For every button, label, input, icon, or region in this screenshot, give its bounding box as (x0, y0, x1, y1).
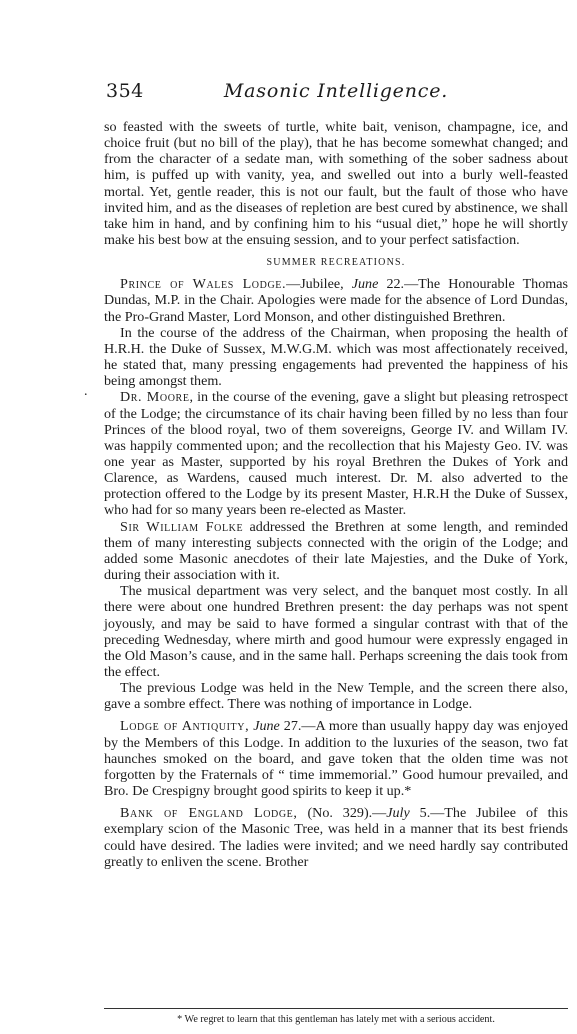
paragraph-musical-department: The musical department was very select, and the banquet most costly. In all there were about one hundred Brethren present: the day perhaps was not spent joyously, and may be said to have formed a singular contrast with that of the preceding Wednesday, where mirth and good humour were expressly engaged in the Old Mason’s cause, and in the same hall. Perhaps screening the dais took from the effect. (104, 583, 568, 680)
paragraph-text: 27.—A more than usually happy day was enjoyed by the Members of this Lodge. In addition to the luxuries of the season, two fat haunches smoked on the board, and gave token that the olden time was not forgotten by the Fraternals of “ time immemorial.” Good humour prevailed, and Bro. De Crespigny brought good spirits to keep it up.* (104, 718, 568, 800)
paragraph-text: addressed the Brethren at some length, and reminded them of many interesting subjects connected with the origin of the Lodge; and added some Masonic anecdotes of their late Majesties, and the Duke of York, during their association with it. (104, 518, 569, 584)
lodge-name: Prince of Wales Lodge. (120, 276, 287, 293)
paragraph-sir-william-folke (104, 519, 568, 584)
person-name: Sir William Folke (120, 518, 244, 535)
paragraph-chairman-address: In the course of the address of the Chairman, when proposing the health of H.R.H. the Duke of Sussex, M.W.G.M. which was most affectionately received, he stated that, many pressing engagements had prevented the happiness of his being amongst them. (104, 324, 568, 390)
paragraph-previous-lodge: The previous Lodge was held in the New Temple, and the screen there also, gave a sombre effect. There was nothing of importance in Lodge. (104, 680, 568, 713)
section-title: SUMMER RECREATIONS. (266, 257, 406, 269)
page-number: 354 (106, 80, 144, 102)
paragraph-continuation: so feasted with the sweets of turtle, white bait, venison, champagne, ice, and choice fruit (but no bill of the play), that he has become somewhat changed; and from the character of a sedate man, with something of the sober sadness about him, is puffed up with vanity, yea, and swelled out into a burly well-feasted mortal. Yet, gentle reader, this is not our fault, but the fault of those who have invited him, and as the diseases of repletion are best cured by abstinence, we shall take him in hand, and by confining him to his “usual diet,” hope he will shortly make his best bow at the ensuing session, and to your perfect satisfaction. (104, 119, 568, 249)
article-body (104, 119, 568, 870)
date-month: July (386, 805, 410, 822)
paragraph-text: 22.—The Honourable Thomas Dundas, M.P. in the Chair. Apologies were made for the absence of Lord Dundas, the Pro-Grand Master, Lord Monson, and other distinguished Brethren. (104, 276, 568, 325)
running-title: Masonic Intelligence. (223, 80, 449, 102)
date-month: June (253, 718, 280, 735)
paragraph-bank-of-england-lodge (104, 805, 568, 870)
paragraph-text: (No. 329).— (297, 805, 387, 822)
margin-mark: . (84, 384, 88, 399)
date-month: June (351, 276, 379, 293)
paragraph-lodge-of-antiquity (104, 718, 568, 799)
paragraph-text: —Jubilee, (286, 276, 352, 293)
paragraph-text: , in the course of the evening, gave a slight but pleasing retrospect of the Lodge; the circumstance of its chair having been filled by no less than four Princes of the blood royal, two of them sovereigns, George IV. and Willam IV. was happily commented upon; and the recollection that his Majesty Geo. IV. was one year as Master, supported by his royal Brethren the Dukes of York and Clarence, as Wardens, caused much interest. Dr. M. also adverted to the protection offered to the Lodge by its present Master, H.R.H the Duke of Sussex, who had for so many years been re-elected as Master. (104, 389, 568, 519)
footnote: * We regret to learn that this gentleman has lately met with a serious accident. (177, 1014, 495, 1025)
footnote-divider (104, 1008, 568, 1009)
lodge-name: Bank of England Lodge, (120, 805, 298, 822)
paragraph-prince-of-wales-lodge (104, 276, 568, 324)
lodge-name: Lodge of Antiquity, (120, 718, 250, 735)
person-name: Dr. Moore (120, 389, 190, 406)
page-header (104, 80, 568, 106)
paragraph-dr-moore (104, 389, 568, 518)
paragraph-text: 5.—The Jubilee of this exemplary scion of the Masonic Tree, was held in a manner that its best friends could have desired. The ladies were invited; and we need hardly say contributed greatly to enliven the scene. Brother (104, 805, 568, 870)
